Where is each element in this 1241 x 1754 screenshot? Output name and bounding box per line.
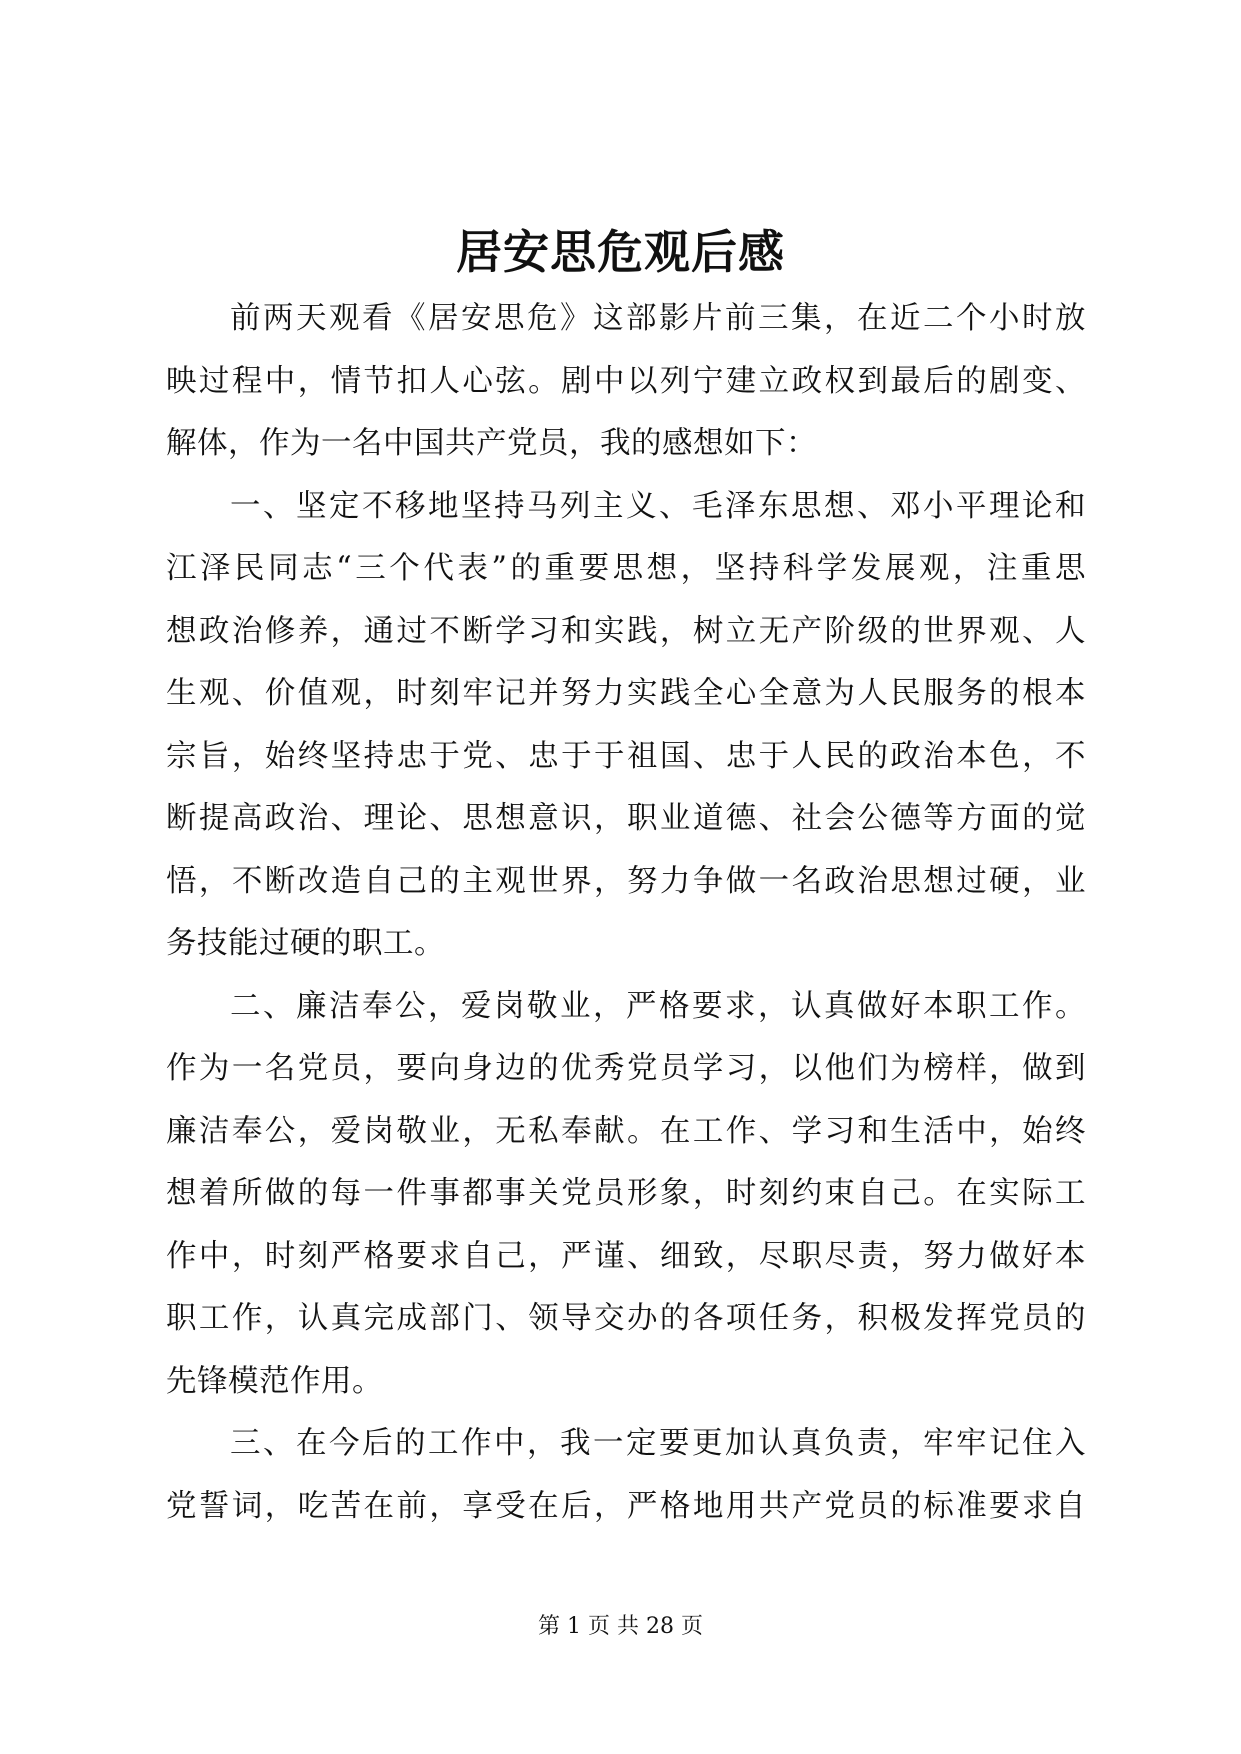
document-title: 居安思危观后感 bbox=[456, 225, 785, 279]
text-line: 务技能过硬的职工。 bbox=[166, 926, 445, 961]
text-line: 作中，时刻严格要求自己，严谨、细致，尽职尽责，努力做好本 bbox=[166, 1238, 1086, 1274]
text-line: 前两天观看《居安思危》这部影片前三集，在近二个小时放 bbox=[230, 301, 1086, 336]
text-line: 职工作，认真完成部门、领导交办的各项任务，积极发挥党员的 bbox=[166, 1301, 1086, 1336]
text-line: 想政治修养，通过不断学习和实践，树立无产阶级的世界观、人 bbox=[166, 613, 1086, 649]
text-line: 二、廉洁奉公，爱岗敬业，严格要求，认真做好本职工作。 bbox=[230, 988, 1086, 1024]
text-line: 悟，不断改造自己的主观世界，努力争做一名政治思想过硬，业 bbox=[166, 863, 1086, 899]
text-line: 三、在今后的工作中，我一定要更加认真负责，牢牢记住入 bbox=[230, 1426, 1086, 1461]
text-line: 一、坚定不移地坚持马列主义、毛泽东思想、邓小平理论和 bbox=[230, 488, 1086, 524]
document-body bbox=[166, 288, 1086, 1538]
text-line: 江泽民同志“三个代表”的重要思想，坚持科学发展观，注重思 bbox=[166, 551, 1086, 586]
text-line: 映过程中，情节扣人心弦。剧中以列宁建立政权到最后的剧变、 bbox=[166, 363, 1086, 399]
text-line: 作为一名党员，要向身边的优秀党员学习，以他们为榜样，做到 bbox=[166, 1051, 1086, 1086]
text-line: 党誓词，吃苦在前，享受在后，严格地用共产党员的标准要求自 bbox=[166, 1488, 1086, 1524]
text-line: 廉洁奉公，爱岗敬业，无私奉献。在工作、学习和生活中，始终 bbox=[166, 1113, 1086, 1149]
text-line: 解体，作为一名中国共产党员，我的感想如下： bbox=[166, 426, 817, 461]
text-line: 先锋模范作用。 bbox=[166, 1363, 383, 1399]
page-number-footer: 第 1 页 共 28 页 bbox=[538, 1614, 703, 1639]
text-line: 断提高政治、理论、思想意识，职业道德、社会公德等方面的觉 bbox=[166, 801, 1086, 836]
text-line: 生观、价值观，时刻牢记并努力实践全心全意为人民服务的根本 bbox=[166, 676, 1086, 711]
text-line: 想着所做的每一件事都事关党员形象，时刻约束自己。在实际工 bbox=[166, 1176, 1086, 1211]
text-line: 宗旨，始终坚持忠于党、忠于于祖国、忠于人民的政治本色，不 bbox=[166, 738, 1086, 774]
